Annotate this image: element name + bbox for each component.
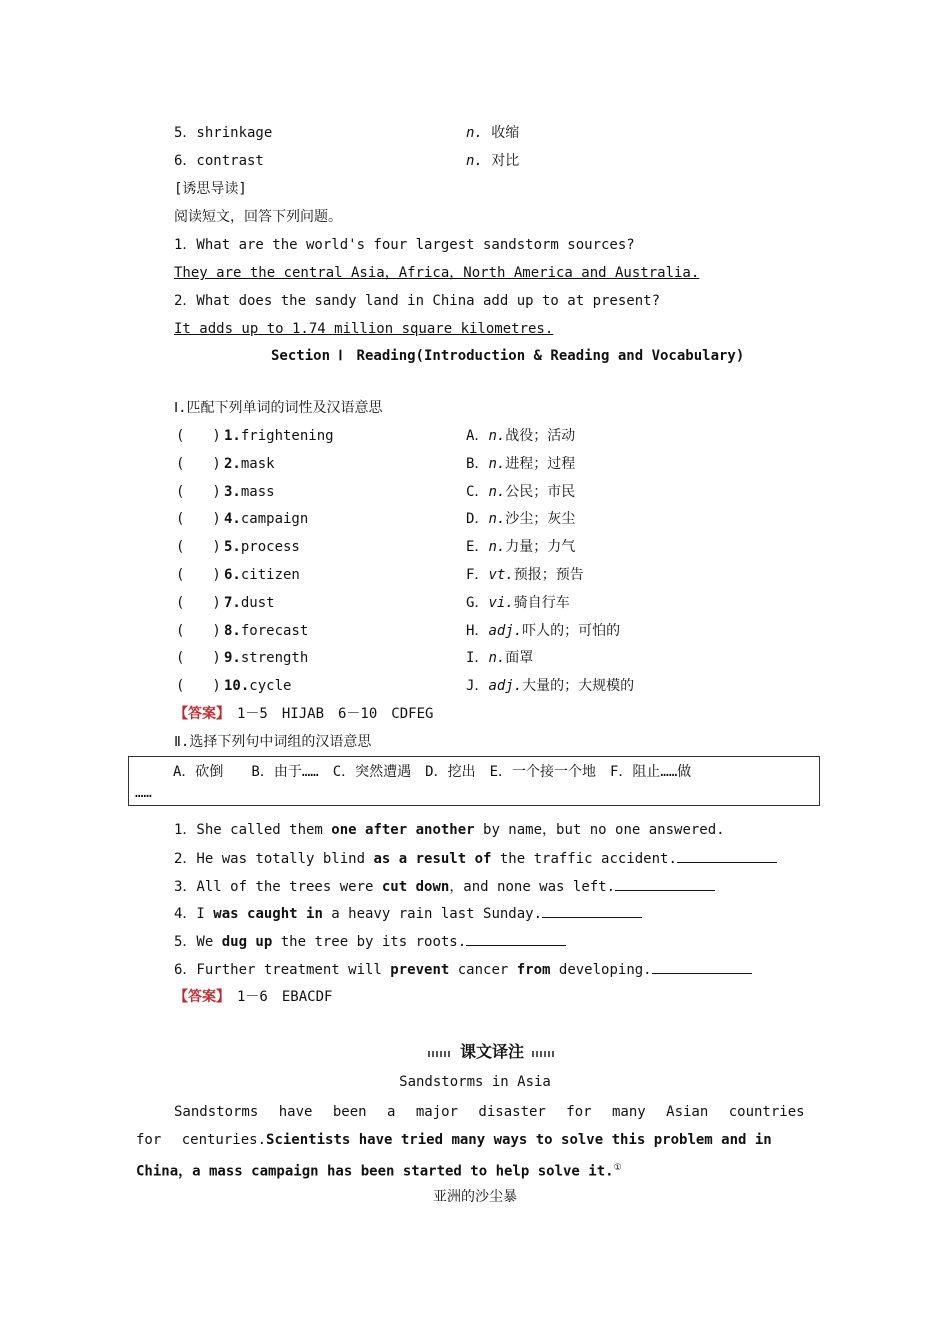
match-option [466, 648, 533, 668]
item-word: forecast [240, 622, 309, 639]
answer-paren[interactable]: ( ) [176, 678, 221, 695]
paragraph-bold: Scientists have tried many ways to solve this problem and in China，a mass campaign has been started to help solve it. [136, 1132, 772, 1180]
sentence-post: developing. [550, 962, 652, 978]
item-word: citizen [240, 567, 300, 583]
option-meaning: 战役；活动 [505, 428, 576, 444]
option-meaning: 沙尘；灰尘 [505, 511, 576, 528]
part2-answer [174, 987, 332, 1007]
option-meaning: 面罩 [505, 650, 534, 667]
option-letter: C． [466, 483, 489, 500]
option-letter: G． [466, 594, 489, 611]
vocab-word-5: 5．shrinkage [174, 125, 273, 141]
answer-label: 【答案】 [174, 989, 223, 1005]
item-word: mass [240, 483, 275, 500]
match-option [466, 593, 570, 613]
option-letter: D． [466, 511, 489, 528]
option-letter: H． [466, 622, 489, 639]
section-title: Section Ⅰ Reading(Introduction & Reading and Vocabulary) [271, 348, 745, 364]
answer-blank[interactable] [652, 959, 752, 974]
option-letter: A． [466, 428, 489, 444]
answer-paren[interactable]: ( ) [176, 511, 221, 528]
option-pos: adj. [488, 622, 523, 639]
match-item [176, 676, 291, 696]
part2-heading: Ⅱ.选择下列句中词组的汉语意思 [174, 734, 372, 750]
item-number: 7. [224, 594, 241, 611]
sentence-post: a heavy rain last Sunday. [322, 906, 543, 923]
item-number: 8. [224, 622, 241, 639]
option-meaning: 预报；预告 [513, 567, 584, 583]
item-word: process [240, 539, 300, 556]
vocab-meaning-6: n. 对比 [466, 153, 520, 169]
sentence-item [174, 931, 566, 951]
phrase-options-line2: …… [135, 785, 152, 801]
match-item [176, 648, 308, 668]
item-word: frightening [240, 428, 334, 444]
answer-label: 【答案】 [174, 706, 223, 722]
answer-paren[interactable]: ( ) [176, 622, 221, 639]
option-pos: n. [488, 539, 506, 556]
match-item [176, 565, 300, 585]
text-title: Sandstorms in Asia [399, 1074, 551, 1090]
answer-2: It adds up to 1.74 million square kilometres. [174, 321, 554, 337]
item-word: dust [240, 594, 275, 611]
sentence-pre: 3．All of the trees were [174, 878, 382, 895]
match-item [176, 482, 275, 502]
item-word: cycle [249, 678, 292, 695]
sentence-pre: 2．He was totally blind [174, 850, 374, 867]
option-meaning: 力量；力气 [505, 539, 576, 556]
item-number: 2. [224, 455, 241, 472]
text-paragraph [136, 1098, 816, 1186]
match-option [466, 565, 584, 585]
answer-paren[interactable]: ( ) [176, 483, 221, 500]
item-number: 3. [224, 483, 241, 500]
sentence-phrase: cut down [381, 878, 450, 895]
match-option [466, 509, 575, 529]
note-mark: ① [613, 1163, 622, 1173]
option-pos: n. [488, 483, 506, 500]
option-letter: J． [466, 678, 489, 695]
sentence-post: the traffic accident. [491, 850, 677, 867]
sentence-item [174, 820, 725, 840]
vocab-meaning-5: n. 收缩 [466, 125, 520, 141]
match-option [466, 454, 575, 474]
banner-label: 课文译注 [452, 1040, 532, 1064]
option-pos: vt. [488, 567, 514, 583]
part1-answer [174, 704, 433, 724]
question-2: 2．What does the sandy land in China add up to at present? [174, 293, 661, 309]
answer-blank[interactable] [615, 876, 715, 891]
option-meaning: 进程；过程 [505, 455, 576, 472]
sentence-item [174, 903, 642, 923]
answer-paren[interactable]: ( ) [176, 455, 221, 472]
answer-1: They are the central Asia，Africa，North America and Australia. [174, 265, 700, 281]
guided-reading-instruction: 阅读短文，回答下列问题。 [174, 209, 342, 225]
match-item [176, 454, 275, 474]
sentence-phrase: dug up [221, 934, 273, 951]
option-pos: adj. [488, 678, 523, 695]
phrase-options-box [128, 756, 820, 806]
phrase-options-line1: A．砍倒 B．由于…… C．突然遭遇 D．挖出 E．一个接一个地 F．阻止……做 [173, 764, 692, 780]
item-word: strength [240, 650, 309, 667]
option-letter: I． [466, 650, 489, 667]
sentence-pre: 4．I [174, 906, 214, 923]
sentence-pre: 6．Further treatment will [174, 962, 391, 978]
option-meaning: 公民；市民 [505, 483, 576, 500]
answer-paren[interactable]: ( ) [176, 650, 221, 667]
sentence-post: the tree by its roots. [272, 934, 467, 951]
answer-text: 1－6 EBACDF [237, 989, 333, 1005]
sentence-pre: 1．She called them [174, 822, 332, 838]
match-option [466, 482, 575, 502]
answer-paren[interactable]: ( ) [176, 567, 221, 583]
item-number: 10. [224, 678, 250, 695]
item-word: campaign [240, 511, 309, 528]
item-number: 9. [224, 650, 241, 667]
paragraph-plain: Sandstorms have been a major disaster for many Asian countries for centuries. [136, 1104, 805, 1148]
answer-blank[interactable] [677, 848, 777, 863]
question-1: 1．What are the world's four largest sandstorm sources? [174, 237, 635, 253]
answer-paren[interactable]: ( ) [176, 428, 221, 444]
part1-heading: Ⅰ.匹配下列单词的词性及汉语意思 [174, 400, 383, 416]
match-item [176, 426, 334, 446]
match-item [176, 509, 308, 529]
option-meaning: 吓人的；可怕的 [522, 622, 621, 639]
option-letter: E． [466, 539, 489, 556]
option-pos: n. [488, 455, 506, 472]
match-item [176, 537, 300, 557]
option-letter: B． [466, 455, 489, 472]
sentence-phrase: prevent [390, 962, 450, 978]
sentence-phrase: as a result of [373, 850, 492, 867]
item-number: 5. [224, 539, 241, 556]
option-letter: F． [466, 567, 489, 583]
match-option [466, 537, 575, 557]
match-option [466, 676, 634, 696]
option-meaning: 大量的；大规模的 [522, 678, 635, 695]
sentence-item [174, 848, 777, 868]
sentence-item [174, 876, 715, 896]
sentence-post: ，and none was left. [449, 878, 616, 895]
text-section-banner [428, 1040, 556, 1064]
match-item [176, 593, 275, 613]
item-number: 6. [224, 567, 241, 583]
item-number: 1. [224, 428, 241, 444]
match-option [466, 621, 620, 641]
option-pos: n. [488, 650, 506, 667]
item-number: 4. [224, 511, 241, 528]
answer-text: 1－5 HIJAB 6－10 CDFEG [237, 706, 434, 722]
option-meaning: 骑自行车 [513, 594, 570, 611]
item-word: mask [240, 455, 275, 472]
option-pos: vi. [488, 594, 514, 611]
sentence-phrase: was caught in [213, 906, 323, 923]
option-pos: n. [488, 428, 506, 444]
match-option [466, 426, 575, 446]
sentence-item [174, 959, 752, 979]
answer-blank[interactable] [466, 931, 566, 946]
guided-reading-heading: [诱思导读] [174, 181, 247, 197]
sentence-phrase: one after another [331, 822, 475, 838]
text-cn-title: 亚洲的沙尘暴 [433, 1189, 517, 1205]
sentence-phrase-2: from [516, 962, 551, 978]
answer-paren[interactable]: ( ) [176, 594, 221, 611]
sentence-pre: 5．We [174, 934, 222, 951]
sentence-mid: cancer [449, 962, 517, 978]
answer-paren[interactable]: ( ) [176, 539, 221, 556]
vocab-word-6: 6．contrast [174, 153, 264, 169]
answer-blank[interactable] [542, 903, 642, 918]
match-item [176, 621, 308, 641]
option-pos: n. [488, 511, 506, 528]
sentence-post: by name，but no one answered. [474, 822, 725, 838]
